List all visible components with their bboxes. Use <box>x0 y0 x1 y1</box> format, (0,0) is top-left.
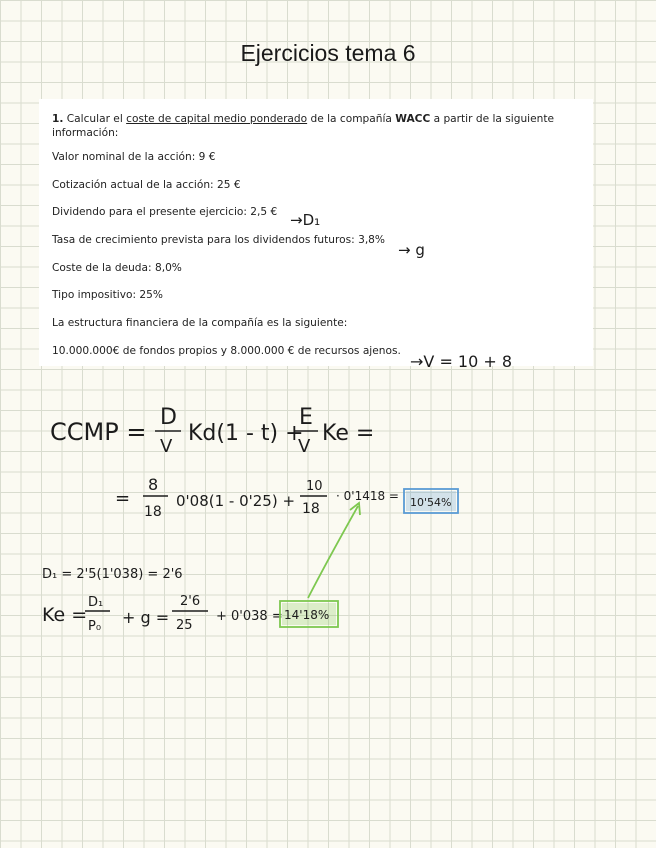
subst-den1: 18 <box>144 504 162 520</box>
line-structure: 10.000.000€ de fondos propios y 8.000.000 € de recursos ajenos. <box>52 344 401 357</box>
line-structure-intro: La estructura financiera de la compañía es la siguiente: <box>52 317 348 330</box>
line-dividend: Dividendo para el presente ejercicio: 2,5 € <box>52 206 278 219</box>
structure-note: →V = 10 + 8 <box>410 352 513 371</box>
exercise-statement-box <box>39 99 593 366</box>
wacc-result-box <box>404 489 458 513</box>
exercise-statement <box>52 112 581 140</box>
ke-den-p0: P₀ <box>88 619 102 634</box>
formula-v2: V <box>298 436 311 457</box>
line-nominal-value: Valor nominal de la acción: 9 € <box>52 151 216 163</box>
subst-num2: 10 <box>306 479 323 494</box>
formula-kd-term: Kd(1 - t) + <box>188 421 304 446</box>
ke-lhs: Ke = <box>42 604 88 626</box>
formula-e: E <box>299 405 313 430</box>
ke-result-highlight <box>282 603 336 625</box>
subst-mid1: 0'08(1 - 0'25) + <box>176 492 296 510</box>
ke-tail: + 0'038 = <box>216 609 283 624</box>
exercise-number: 1. <box>52 113 64 125</box>
growth-note: → g <box>398 241 425 259</box>
line-share-price: Cotización actual de la acción: 25 € <box>52 178 241 191</box>
subst-mid2: · 0'1418 = <box>336 489 399 503</box>
formula-v1: V <box>160 436 173 457</box>
statement-wacc: WACC <box>395 113 431 125</box>
ke-num-d1: D₁ <box>88 595 104 610</box>
ke-result-box <box>280 601 338 627</box>
page-title: Ejercicios tema 6 <box>240 40 416 66</box>
subst-num1: 8 <box>148 475 159 494</box>
d1-calculation: D₁ = 2'5(1'038) = 2'6 <box>42 567 183 582</box>
statement-underlined-term: coste de capital medio ponderado <box>126 113 308 125</box>
subst-eq: = <box>115 488 131 509</box>
formula-ke-term: Ke = <box>322 421 375 446</box>
line-debt-cost: Coste de la deuda: 8,0% <box>52 261 182 274</box>
line-growth-rate: Tasa de crecimiento prevista para los dividendos futuros: 3,8% <box>52 234 385 247</box>
statement-text-2: de la compañía <box>307 113 396 125</box>
statement-text-1: Calcular el <box>63 113 127 125</box>
statement-text-3: a partir de la siguiente información: <box>52 113 555 139</box>
ke-num2: 2'6 <box>180 594 201 609</box>
ke-result: 14'18% <box>284 608 330 622</box>
formula-lhs: CCMP = <box>50 418 147 446</box>
subst-den2: 18 <box>302 501 320 517</box>
ke-den2: 25 <box>176 618 193 633</box>
dividend-note: →D₁ <box>290 211 321 229</box>
wacc-result-highlight <box>406 491 456 511</box>
formula-d: D <box>160 405 177 430</box>
ke-mid: + g = <box>122 608 170 627</box>
green-arrow-line <box>308 506 358 598</box>
green-arrow-head-icon <box>350 503 360 515</box>
wacc-result: 10'54% <box>410 496 452 509</box>
line-tax-rate: Tipo impositivo: 25% <box>52 289 163 302</box>
